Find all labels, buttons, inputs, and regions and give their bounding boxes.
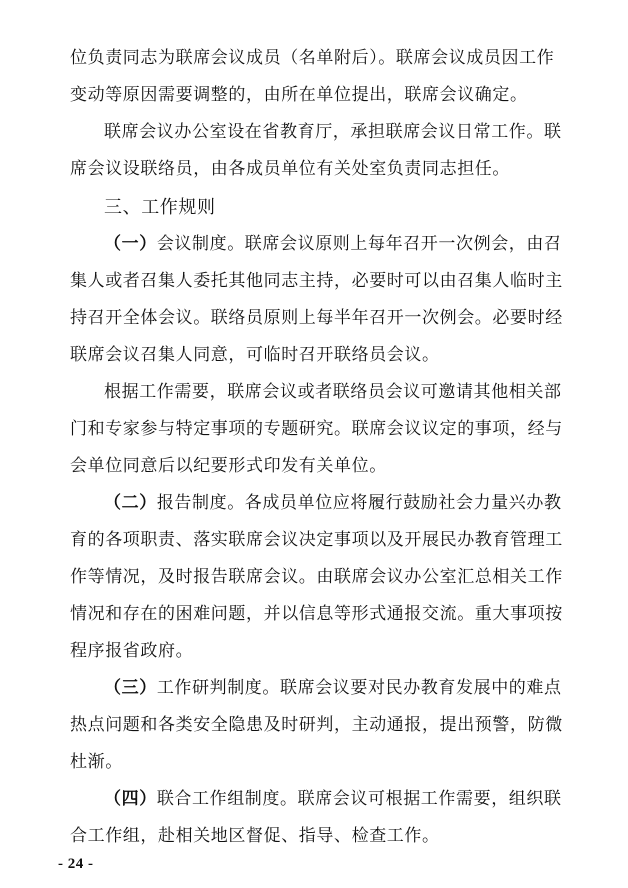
paragraph-line-with-label bbox=[104, 676, 562, 700]
text-line: 情况和存在的困难问题，并以信息等形式通报交流。重大事项按 bbox=[70, 604, 563, 624]
text-line: 联席会议召集人同意，可临时召开联络员会议。 bbox=[70, 345, 440, 365]
item-label: （四） bbox=[104, 789, 157, 809]
item-label: （三） bbox=[104, 678, 157, 698]
text-line: 会单位同意后以纪要形式印发有关单位。 bbox=[70, 456, 387, 476]
paragraph-line-with-label bbox=[104, 491, 562, 515]
text-line: 杜渐。 bbox=[70, 752, 123, 772]
text-line: 作等情况，及时报告联席会议。由联席会议办公室汇总相关工作 bbox=[70, 567, 563, 587]
text-line: 会议制度。联席会议原则上每年召开一次例会，由召 bbox=[156, 234, 562, 254]
text-line: 程序报省政府。 bbox=[70, 641, 194, 661]
text-line: 育的各项职责、落实联席会议决定事项以及开展民办教育管理工 bbox=[70, 530, 563, 550]
item-label: （一） bbox=[104, 234, 157, 254]
text-line: 位负责同志为联席会议成员（名单附后）。联席会议成员因工作 bbox=[70, 48, 555, 68]
text-line: 联合工作组制度。联席会议可根据工作需要，组织联 bbox=[156, 789, 562, 809]
text-line: 集人或者召集人委托其他同志主持，必要时可以由召集人临时主 bbox=[70, 271, 563, 291]
text-line: 门和专家参与特定事项的专题研究。联席会议议定的事项，经与 bbox=[70, 419, 563, 439]
text-line: 持召开全体会议。联络员原则上每半年召开一次例会。必要时经 bbox=[70, 308, 563, 328]
text-line: 工作研判制度。联席会议要对民办教育发展中的难点 bbox=[156, 678, 562, 698]
item-label: （二） bbox=[104, 493, 157, 513]
text-line: 席会议设联络员，由各成员单位有关处室负责同志担任。 bbox=[70, 159, 510, 179]
text-line: 根据工作需要，联席会议或者联络员会议可邀请其他相关部 bbox=[104, 382, 562, 402]
text-line: 报告制度。各成员单位应将履行鼓励社会力量兴办教 bbox=[156, 493, 562, 513]
paragraph-line-with-label bbox=[104, 232, 562, 256]
text-line: 联席会议办公室设在省教育厅，承担联席会议日常工作。联 bbox=[104, 122, 562, 142]
page-number: - 24 - bbox=[58, 856, 94, 872]
text-line: 合工作组，赴相关地区督促、指导、检查工作。 bbox=[70, 826, 440, 846]
text-line: 变动等原因需要调整的，由所在单位提出，联席会议确定。 bbox=[70, 85, 528, 105]
paragraph-line-with-label bbox=[104, 787, 562, 811]
text-line: 热点问题和各类安全隐患及时研判，主动通报，提出预警，防微 bbox=[70, 715, 563, 735]
section-heading: 三、工作规则 bbox=[104, 197, 216, 218]
